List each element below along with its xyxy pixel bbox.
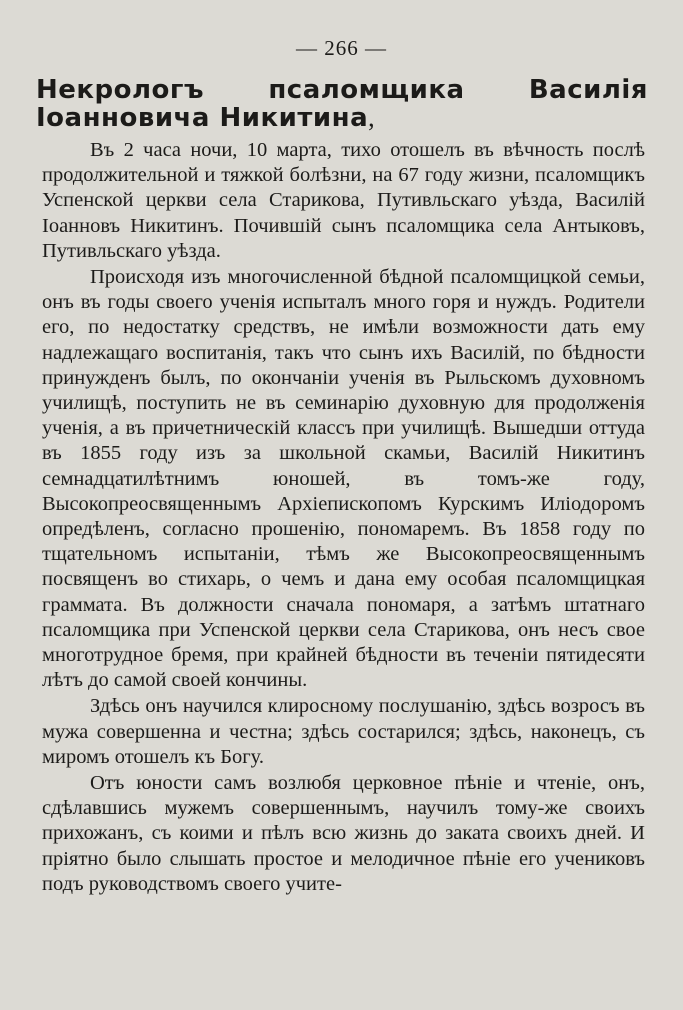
obituary-body: [42, 138, 645, 898]
obituary-title-comma: ,: [368, 103, 376, 132]
obituary-title-text: Некрологъ псаломщика Василія Іоанновича Никитина: [36, 75, 648, 133]
paragraph-4: Отъ юности самъ возлюбя церковное пѣніе и чтеніе, онъ, сдѣлавшись мужемъ совершеннымъ, научилъ тому-же своихъ прихожанъ, съ коими и пѣлъ всю жизнь до заката своихъ дней. И пріятно было слышать простое и мелодичное пѣніе его учениковъ подъ руководствомъ своего учите-: [42, 772, 645, 895]
obituary-title: [36, 76, 648, 132]
page-number: — 266 —: [296, 36, 387, 60]
paragraph-2: Происходя изъ многочисленной бѣдной псаломщицкой семьи, онъ въ годы своего ученія испыталъ много горя и нуждъ. Родители его, по недостатку средствъ, не имѣли возможности дать ему надлежащаго воспитанія, такъ что сынъ ихъ Василій, по бѣдности принужденъ былъ, по окончаніи ученія въ Рыльскомъ духовномъ училищѣ, поступить не въ семинарію духовную для продолженія ученія, а въ причетническій классъ при училищѣ. Вышедши оттуда въ 1855 году изъ за школьной скамьи, Василій Никитинъ семнадцатилѣтнимъ юношей, въ томъ-же году, Высокопреосвященнымъ Архіепископомъ Курскимъ Иліодоромъ опредѣленъ, согласно прошенію, пономаремъ. Въ 1858 году по тщательномъ испытаніи, тѣмъ же Высокопреосвященнымъ посвященъ во стихарь, о чемъ и дана ему особая псаломщицкая граммата. Въ должности сначала пономаря, а затѣмъ штатнаго псаломщика при Успенской церкви села Старикова, онъ несъ свое многотрудное бремя, при крайней бѣдности въ теченіи пятидесяти лѣтъ до самой своей кончины.: [42, 266, 645, 692]
paragraph-1: Въ 2 часа ночи, 10 марта, тихо отошелъ въ вѣчность послѣ продолжительной и тяжкой болѣзни, на 67 году жизни, псаломщикъ Успенской церкви села Старикова, Путивльскаго уѣзда, Василій Іоанновъ Никитинъ. Почившій сынъ псаломщика села Антыковъ, Путивльскаго уѣзда.: [42, 139, 645, 262]
paragraph-3: Здѣсь онъ научился клиросному послушанію, здѣсь возросъ въ мужа совершенна и честна; здѣсь состарился; здѣсь, наконецъ, съ миромъ отошелъ къ Богу.: [42, 695, 645, 768]
